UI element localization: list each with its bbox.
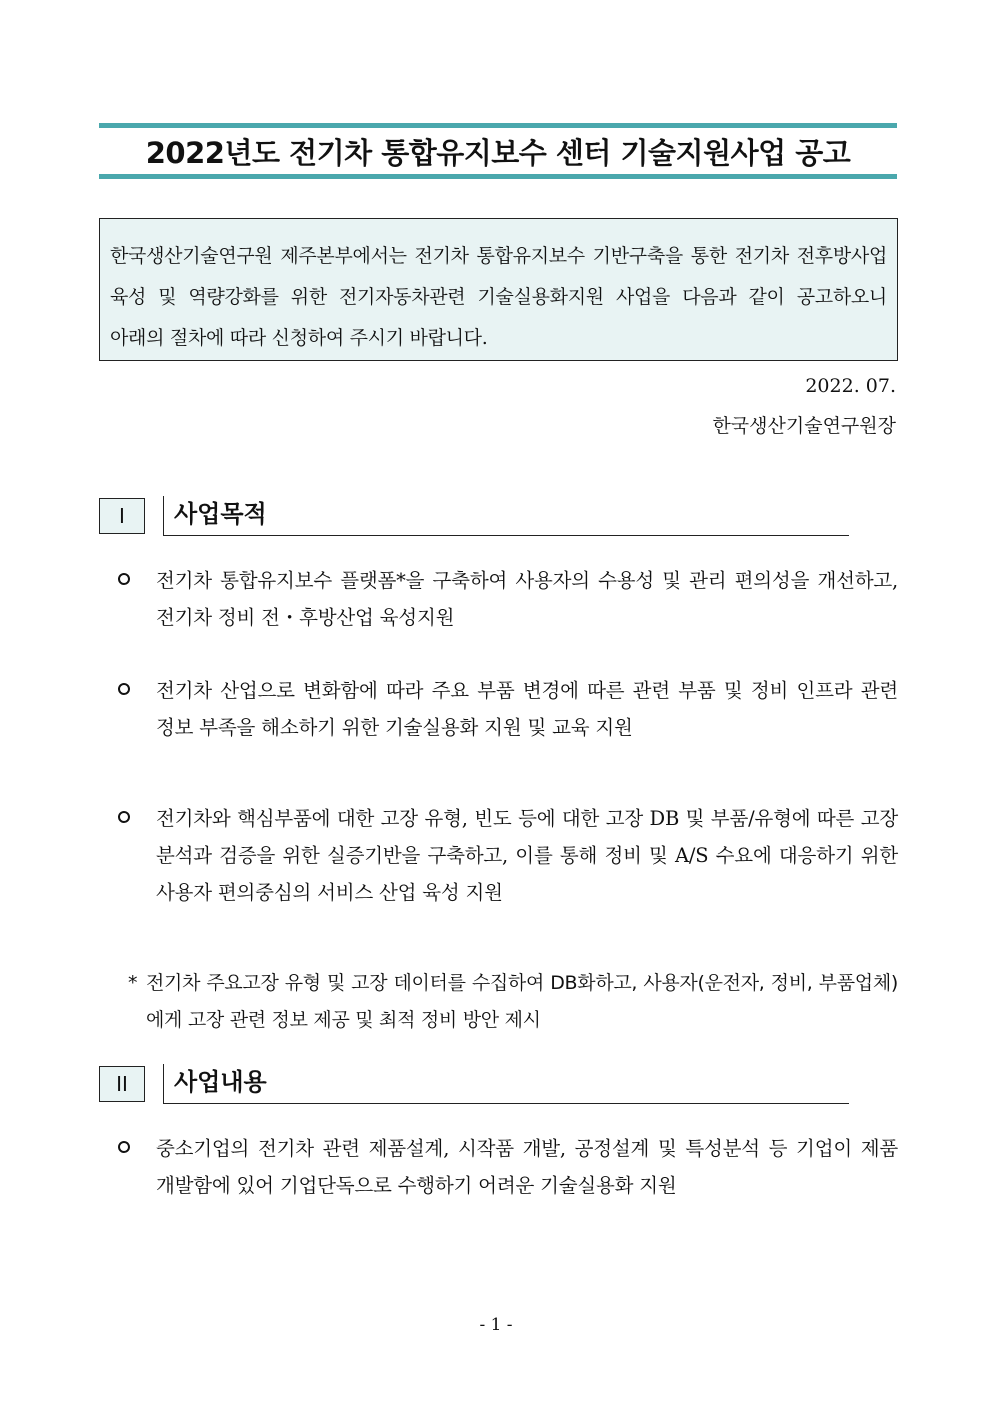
list-item: [118, 800, 898, 911]
title-bottom-rule: [99, 174, 897, 179]
bullet-text: 전기차와 핵심부품에 대한 고장 유형, 빈도 등에 대한 고장 DB 및 부품/유형에 따른 고장 분석과 검증을 위한 실증기반을 구축하고, 이를 통해 정비 및 A/S 수요에 대응하기 위한 사용자 편의중심의 서비스 산업 육성 지원: [156, 807, 898, 904]
list-item: [118, 562, 898, 636]
bullet-text: 중소기업의 전기차 관련 제품설계, 시작품 개발, 공정설계 및 특성분석 등 기업이 제품 개발함에 있어 기업단독으로 수행하기 어려운 기술실용화 지원: [156, 1137, 898, 1197]
intro-notice-box: 한국생산기술연구원 제주본부에서는 전기차 통합유지보수 기반구축을 통한 전기차 전후방사업 육성 및 역량강화를 위한 전기자동차관련 기술실용화지원 사업을 다음과 같이 공고하오니 아래의 절차에 따라 신청하여 주시기 바랍니다.: [99, 218, 898, 361]
circle-bullet-icon: [118, 811, 130, 823]
page-number: - 1 -: [479, 1315, 513, 1335]
title-top-rule: [99, 123, 897, 128]
section-number-1: I: [99, 498, 145, 534]
section-title-purpose: 사업목적: [163, 496, 849, 536]
announcement-date: 2022. 07.: [805, 375, 896, 397]
bullet-text: 전기차 통합유지보수 플랫폼*을 구축하여 사용자의 수용성 및 관리 편의성을 개선하고, 전기차 정비 전・후방산업 육성지원: [156, 569, 898, 629]
circle-bullet-icon: [118, 573, 130, 585]
section-title-content: 사업내용: [163, 1064, 849, 1104]
document-title-block: [99, 123, 897, 181]
list-item: [118, 672, 898, 746]
list-item: [118, 1130, 898, 1204]
bullet-text: 전기차 산업으로 변화함에 따라 주요 부품 변경에 따른 관련 부품 및 정비 인프라 관련 정보 부족을 해소하기 위한 기술실용화 지원 및 교육 지원: [156, 679, 898, 739]
circle-bullet-icon: [118, 683, 130, 695]
document-title: 2022년도 전기차 통합유지보수 센터 기술지원사업 공고: [145, 136, 851, 170]
section-number-2: II: [99, 1066, 145, 1102]
footnote: [128, 965, 898, 1039]
footnote-mark: *: [128, 972, 138, 994]
footnote-text: 전기차 주요고장 유형 및 고장 데이터를 수집하여 DB화하고, 사용자(운전자, 정비, 부품업체)에게 고장 관련 정보 제공 및 최적 정비 방안 제시: [146, 972, 898, 1031]
issuing-organization: 한국생산기술연구원장: [712, 415, 896, 437]
circle-bullet-icon: [118, 1141, 130, 1153]
